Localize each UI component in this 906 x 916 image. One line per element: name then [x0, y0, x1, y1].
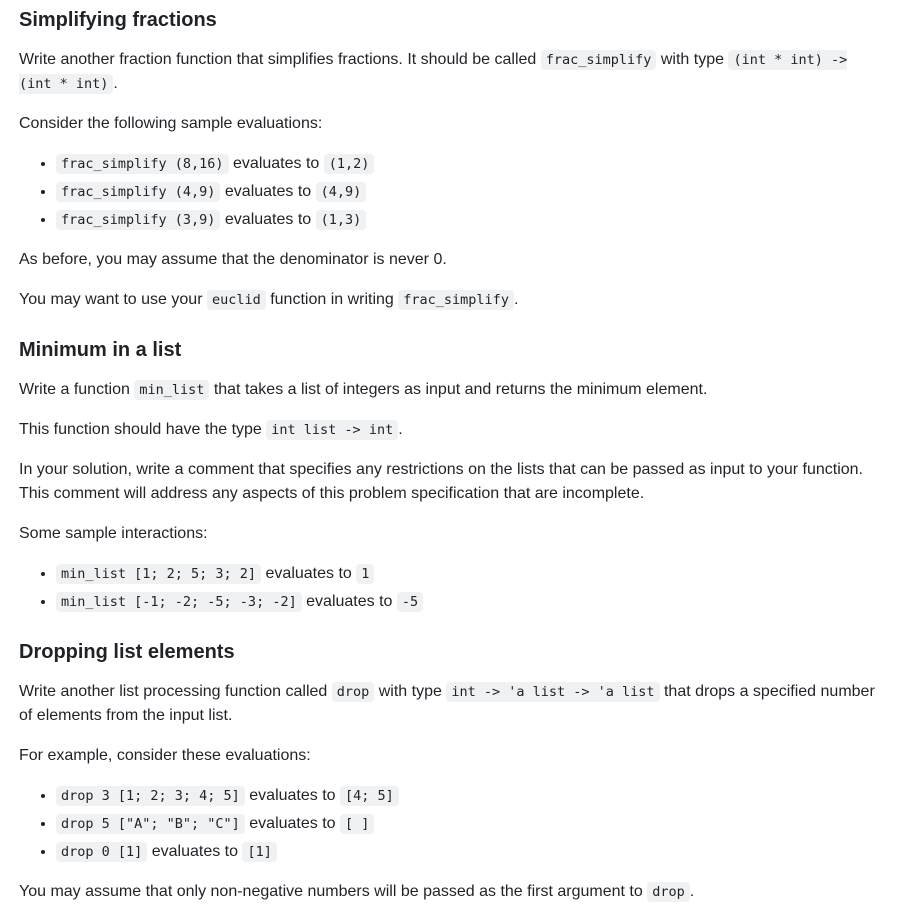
inline-code: min_list [1; 2; 5; 3; 2] — [56, 564, 261, 584]
paragraph: You may assume that only non-negative numbers will be passed as the first argument to drop . — [19, 883, 695, 900]
inline-code: (1,3) — [316, 210, 367, 230]
list-item: • frac_simplify (3,9) evaluates to (1,3) — [56, 208, 887, 232]
paragraph: For example, consider these evaluations: — [19, 747, 311, 764]
list-item: • min_list [1; 2; 5; 3; 2] evaluates to 1 — [56, 562, 887, 586]
inline-code: min_list [-1; -2; -5; -3; -2] — [56, 592, 302, 612]
section-title-simplifying-fractions: Simplifying fractions — [19, 9, 217, 31]
inline-code: [4; 5] — [340, 786, 399, 806]
inline-code: drop — [332, 682, 375, 702]
paragraph: In your solution, write a comment that specifies any restrictions on the lists that can be passed as input to your function. This comment will address any aspects of this problem specification that are incomplete. — [19, 461, 863, 502]
list-item: • drop 3 [1; 2; 3; 4; 5] evaluates to [4; 5] — [56, 784, 887, 808]
list-item: • frac_simplify (4,9) evaluates to (4,9) — [56, 180, 887, 204]
paragraph: Write a function min_list that takes a list of integers as input and returns the minimum element. — [19, 381, 708, 398]
list-item: • min_list [-1; -2; -5; -3; -2] evaluates to -5 — [56, 590, 887, 614]
list-item: • drop 0 [1] evaluates to [1] — [56, 840, 887, 864]
inline-code: drop — [647, 882, 690, 902]
list-item: • frac_simplify (8,16) evaluates to (1,2) — [56, 152, 887, 176]
inline-code: [1] — [242, 842, 276, 862]
inline-code: drop 3 [1; 2; 3; 4; 5] — [56, 786, 245, 806]
paragraph: Some sample interactions: — [19, 525, 208, 542]
section-title-dropping-list-elements: Dropping list elements — [19, 641, 235, 663]
section-title-minimum-in-a-list: Minimum in a list — [19, 339, 182, 361]
inline-code: frac_simplify (8,16) — [56, 154, 229, 174]
inline-code: int list -> int — [266, 420, 398, 440]
inline-code: [ ] — [340, 814, 374, 834]
example-list — [19, 152, 887, 232]
inline-code: frac_simplify (3,9) — [56, 210, 220, 230]
inline-code: drop 5 ["A"; "B"; "C"] — [56, 814, 245, 834]
inline-code: frac_simplify — [398, 290, 514, 310]
paragraph: Consider the following sample evaluations: — [19, 115, 323, 132]
inline-code: int -> 'a list -> 'a list — [446, 682, 659, 702]
inline-code: frac_simplify — [541, 50, 657, 70]
inline-code: frac_simplify (4,9) — [56, 182, 220, 202]
paragraph: Write another list processing function called drop with type int -> 'a list -> 'a list that drops a specified number of elements from the input list. — [19, 683, 875, 724]
example-list — [19, 562, 887, 614]
inline-code: euclid — [207, 290, 266, 310]
inline-code: drop 0 [1] — [56, 842, 147, 862]
inline-code: (4,9) — [316, 182, 367, 202]
list-item: • drop 5 ["A"; "B"; "C"] evaluates to [ ] — [56, 812, 887, 836]
example-list — [19, 784, 887, 864]
inline-code: (int * int) -> (int * int) — [19, 52, 848, 92]
paragraph: You may want to use your euclid function in writing frac_simplify . — [19, 291, 519, 308]
inline-code: -5 — [397, 592, 423, 612]
paragraph: Write another fraction function that simplifies fractions. It should be called frac_simplify with type (int * int) -> (int * int) . — [19, 51, 848, 92]
inline-code: (1,2) — [324, 154, 375, 174]
inline-code: min_list — [134, 380, 209, 400]
paragraph: As before, you may assume that the denominator is never 0. — [19, 251, 447, 268]
inline-code: 1 — [356, 564, 374, 584]
paragraph: This function should have the type int list -> int . — [19, 421, 403, 438]
